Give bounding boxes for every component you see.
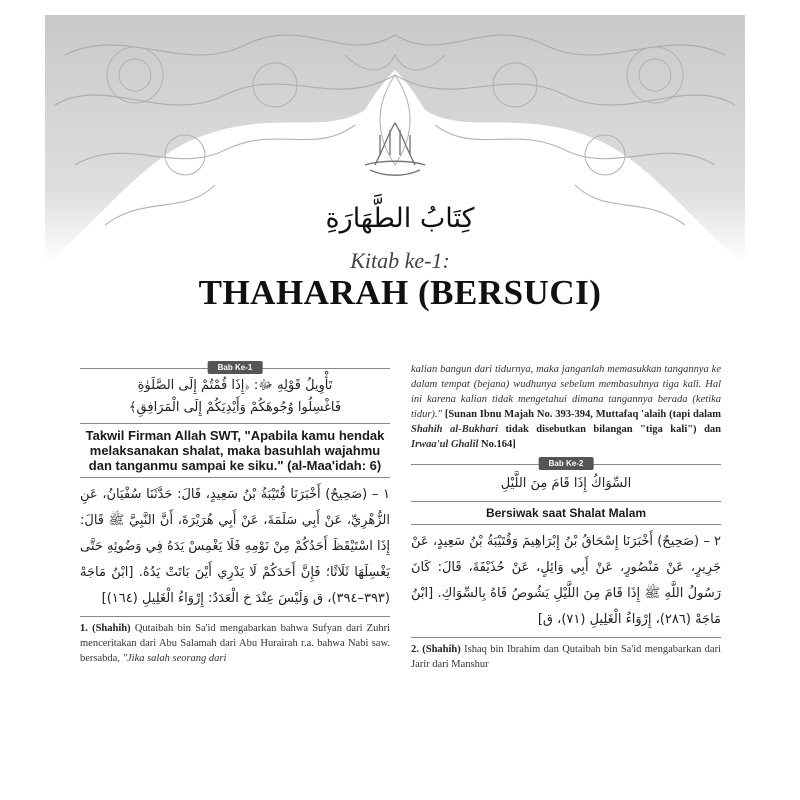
translation-text: Ishaq bin Ibrahim dan Qutaibah bin Sa'id mengabarkan dari Jarir dari Manshur (411, 644, 722, 670)
translation-quote: "Jika salah seorang dari (122, 653, 227, 664)
verse-arabic-line-2: فَاغْسِلُوا وُجُوهَكُمْ وَأَيْدِيَكُمْ إِلَى الْمَرَافِقِ﴾ (128, 400, 342, 415)
divider (80, 423, 390, 424)
ref-part-1: [Sunan Ibnu Majah No. 393-394, Muttafaq 'alaih (tapi dalam (444, 409, 721, 420)
hadith-grade: (Shahih) (92, 623, 131, 634)
ref-book-2: Irwaa'ul Ghalil (411, 439, 479, 450)
hadith-grade: (Shahih) (422, 644, 461, 655)
decorative-ornament (45, 15, 745, 280)
verse-arabic-line-1: تَأْوِيلُ قَوْلِهِ ﷻ: ﴿إِذَا قُمْتُمْ إِلَى الصَّلَوٰةِ (137, 378, 333, 393)
right-column (411, 362, 721, 672)
kitab-subtitle: Kitab ke-1: (350, 248, 450, 273)
hadith-arabic: ٢ – (صَحِيحٌ) أَخْبَرَنَا إِسْحَاقُ بْنُ إِبْرَاهِيمَ وَقُتَيْبَةُ بْنُ سَعِيدٍ، عَنْ جَرِيرٍ، عَنْ مَنْصُورٍ، عَنْ أَبِي وَائِلٍ، عَنْ حُذَيْفَةَ، قَالَ: كَانَ رَسُولُ اللَّهِ ﷺ إِذَا قَامَ مِنَ اللَّيْلِ يَشُوصُ فَاهُ بِالسِّوَاكِ. [ابْنُ مَاجَهْ (٢٨٦)، إِرْوَاءُ الْغَلِيلِ (٧١)، ق] (411, 534, 721, 627)
divider (411, 637, 721, 638)
ref-book-1: Shahih al-Bukhari (411, 424, 498, 435)
arabic-chapter-title: كِتَابُ الطَّهَارَةِ (325, 203, 475, 234)
ref-part-2: tidak disebutkan bilangan "tiga kali") dan (505, 424, 722, 435)
bab-label: Bab Ke-1 (208, 361, 263, 374)
divider (411, 524, 721, 525)
hadith-translation (80, 621, 390, 666)
translation-continuation (411, 362, 721, 452)
hadith-arabic: ١ – (صَحِيحٌ) أَخْبَرَنَا قُتَيْبَةُ بْنُ سَعِيدٍ، قَالَ: حَدَّثَنَا سُفْيَانُ، عَنِ الزُّهْرِيِّ، عَنْ أَبِي سَلَمَةَ، عَنْ أَبِي هُرَيْرَةَ، أَنَّ النَّبِيَّ ﷺ قَالَ: إِذَا اسْتَيْقَظَ أَحَدُكُمْ مِنْ نَوْمِهِ فَلَا يَغْمِسْ يَدَهُ فِي وَضُوئِهِ حَتَّى يَغْسِلَهَا ثَلَاثًا؛ فَإِنَّ أَحَدَكُمْ لَا يَدْرِي أَيْنَ بَاتَتْ يَدُهُ. [ابْنُ مَاجَهْ (٣٩٣–٣٩٤)، ق وَلَيْسَ عِنْدَ خ الْعَدَدُ: إِرْوَاءُ الْغَلِيلِ (١٦٤)] (80, 487, 390, 606)
hadith-translation (411, 642, 721, 672)
bab-divider (80, 363, 390, 372)
bab-arabic: السِّوَاكُ إِذَا قَامَ مِنَ اللَّيْلِ (500, 476, 632, 491)
ref-part-3: No.164] (481, 439, 516, 450)
hadith-number: 1. (80, 623, 88, 634)
bab-label: Bab Ke-2 (539, 457, 594, 470)
hadith-number: 2. (411, 644, 419, 655)
calligraphy-emblem (365, 123, 425, 175)
continuation-ref (411, 409, 721, 450)
section-heading: Takwil Firman Allah SWT, "Apabila kamu hendak melaksanakan shalat, maka basuhlah wajahmu dan tanganmu sampai ke siku." (al-Maa'idah: 6) (85, 428, 385, 473)
bab-divider (411, 459, 721, 468)
verse-arabic (80, 375, 390, 419)
divider (411, 501, 721, 502)
translation-text: Qutaibah bin Sa'id mengabarkan bahwa Sufyan dari Zuhri menceritakan dari Abu Salamah dari Abu Hurairah r.a. bahwa Nabi saw. bersabda, (80, 623, 391, 664)
continuation-quote: kalian bangun dari tidurnya, maka janganlah memasukkan tangannya ke dalam tempat (bejana) wudhunya sebelum membasuhnya tiga kali. Hal ini karena kalian tidak mengetahui dimana tangannya berada (ketika tidur)." (411, 364, 721, 420)
divider (80, 477, 390, 478)
left-column (80, 362, 390, 666)
section-heading: Bersiwak saat Shalat Malam (485, 506, 647, 520)
divider (80, 616, 390, 617)
page-title: THAHARAH (BERSUCI) (198, 273, 602, 312)
